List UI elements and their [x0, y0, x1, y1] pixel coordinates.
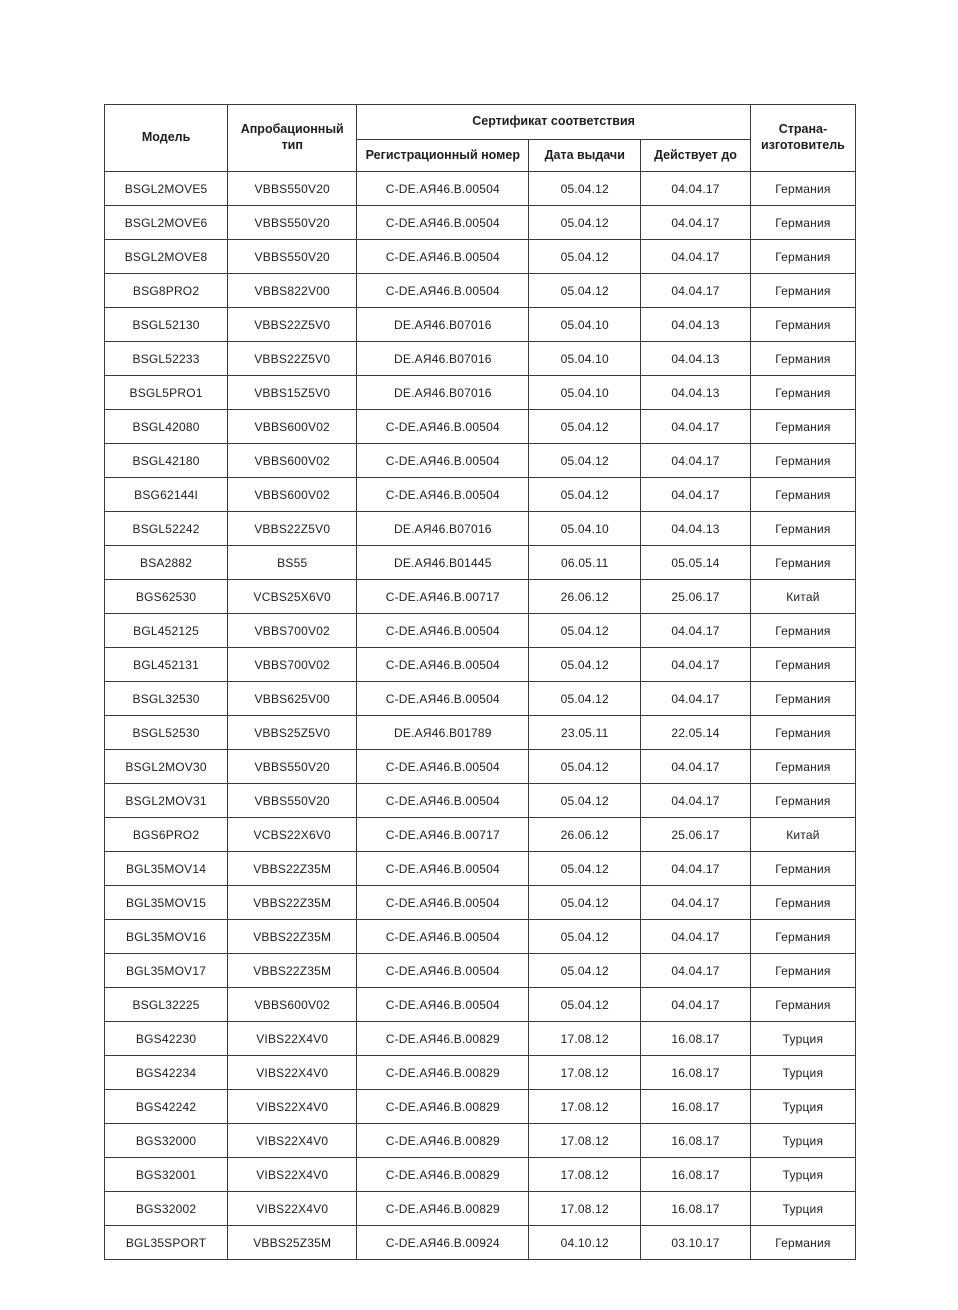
cell-issue-date: 05.04.12 [529, 784, 641, 818]
cell-registration-number: C-DE.АЯ46.B.00717 [357, 580, 529, 614]
cell-country: Китай [750, 580, 855, 614]
table-row [105, 1090, 856, 1124]
cell-valid-until: 04.04.13 [641, 342, 751, 376]
cell-model: BGL452125 [105, 614, 228, 648]
cell-valid-until: 22.05.14 [641, 716, 751, 750]
cell-country: Турция [750, 1090, 855, 1124]
cell-valid-until: 16.08.17 [641, 1090, 751, 1124]
table-row [105, 614, 856, 648]
cell-approbation-type: VBBS22Z5V0 [228, 308, 357, 342]
cell-country: Китай [750, 818, 855, 852]
cell-approbation-type: VBBS25Z35M [228, 1226, 357, 1260]
cell-issue-date: 05.04.12 [529, 954, 641, 988]
cell-approbation-type: VBBS22Z35M [228, 852, 357, 886]
cell-model: BSGL2MOVE5 [105, 172, 228, 206]
cell-registration-number: C-DE.АЯ46.B.00504 [357, 784, 529, 818]
cell-valid-until: 04.04.13 [641, 512, 751, 546]
cell-issue-date: 04.10.12 [529, 1226, 641, 1260]
cell-country: Германия [750, 920, 855, 954]
cell-approbation-type: VBBS600V02 [228, 444, 357, 478]
cell-model: BSGL52130 [105, 308, 228, 342]
table-row [105, 240, 856, 274]
table-row [105, 1192, 856, 1226]
cell-issue-date: 23.05.11 [529, 716, 641, 750]
cell-issue-date: 05.04.12 [529, 478, 641, 512]
cell-approbation-type: VCBS22X6V0 [228, 818, 357, 852]
cell-model: BSGL2MOVE8 [105, 240, 228, 274]
cell-approbation-type: VBBS22Z35M [228, 920, 357, 954]
cell-approbation-type: VIBS22X4V0 [228, 1022, 357, 1056]
cell-issue-date: 05.04.12 [529, 274, 641, 308]
cell-issue-date: 17.08.12 [529, 1158, 641, 1192]
table-row [105, 648, 856, 682]
cell-country: Турция [750, 1022, 855, 1056]
cell-model: BGS6PRO2 [105, 818, 228, 852]
cell-country: Турция [750, 1124, 855, 1158]
cell-country: Германия [750, 750, 855, 784]
cell-valid-until: 04.04.17 [641, 274, 751, 308]
cell-valid-until: 04.04.17 [641, 886, 751, 920]
table-row [105, 852, 856, 886]
cell-valid-until: 04.04.13 [641, 376, 751, 410]
cell-registration-number: C-DE.АЯ46.B.00829 [357, 1022, 529, 1056]
table-row [105, 410, 856, 444]
cell-registration-number: C-DE.АЯ46.B.00504 [357, 988, 529, 1022]
cell-country: Германия [750, 410, 855, 444]
cell-model: BGS32000 [105, 1124, 228, 1158]
cell-valid-until: 25.06.17 [641, 580, 751, 614]
cell-approbation-type: VBBS550V20 [228, 750, 357, 784]
cell-country: Германия [750, 614, 855, 648]
cell-model: BGL35MOV15 [105, 886, 228, 920]
cell-model: BGS32001 [105, 1158, 228, 1192]
cell-model: BGS62530 [105, 580, 228, 614]
cell-approbation-type: VIBS22X4V0 [228, 1056, 357, 1090]
cell-valid-until: 04.04.17 [641, 206, 751, 240]
cell-valid-until: 04.04.17 [641, 240, 751, 274]
table-row [105, 784, 856, 818]
cell-issue-date: 05.04.12 [529, 206, 641, 240]
cell-model: BSG8PRO2 [105, 274, 228, 308]
header-country: Страна-изготовитель [750, 105, 855, 172]
cell-issue-date: 05.04.10 [529, 376, 641, 410]
cell-registration-number: C-DE.АЯ46.B.00504 [357, 614, 529, 648]
cell-registration-number: DE.АЯ46.B07016 [357, 342, 529, 376]
cell-registration-number: C-DE.АЯ46.B.00504 [357, 444, 529, 478]
cell-valid-until: 16.08.17 [641, 1124, 751, 1158]
cell-country: Германия [750, 954, 855, 988]
cell-issue-date: 05.04.12 [529, 240, 641, 274]
cell-country: Германия [750, 308, 855, 342]
header-issue-date: Дата выдачи [529, 140, 641, 172]
cell-issue-date: 05.04.12 [529, 614, 641, 648]
cell-approbation-type: VBBS22Z35M [228, 954, 357, 988]
cell-valid-until: 04.04.17 [641, 444, 751, 478]
cell-valid-until: 16.08.17 [641, 1022, 751, 1056]
cell-model: BSA2882 [105, 546, 228, 580]
cell-registration-number: C-DE.АЯ46.B.00504 [357, 886, 529, 920]
cell-country: Турция [750, 1192, 855, 1226]
cell-model: BGS42230 [105, 1022, 228, 1056]
cell-country: Германия [750, 988, 855, 1022]
table-row [105, 682, 856, 716]
cell-model: BSGL5PRO1 [105, 376, 228, 410]
cell-model: BGS32002 [105, 1192, 228, 1226]
cell-model: BGL35SPORT [105, 1226, 228, 1260]
cell-country: Германия [750, 376, 855, 410]
cell-approbation-type: VIBS22X4V0 [228, 1124, 357, 1158]
cell-approbation-type: VCBS25X6V0 [228, 580, 357, 614]
table-row [105, 818, 856, 852]
cell-valid-until: 04.04.17 [641, 614, 751, 648]
cell-issue-date: 26.06.12 [529, 580, 641, 614]
table-row [105, 716, 856, 750]
cell-approbation-type: VBBS822V00 [228, 274, 357, 308]
cell-issue-date: 05.04.10 [529, 342, 641, 376]
cell-registration-number: C-DE.АЯ46.B.00504 [357, 648, 529, 682]
cell-issue-date: 17.08.12 [529, 1124, 641, 1158]
cell-registration-number: C-DE.АЯ46.B.00504 [357, 410, 529, 444]
cell-model: BSGL32530 [105, 682, 228, 716]
cell-approbation-type: VBBS625V00 [228, 682, 357, 716]
cell-valid-until: 04.04.17 [641, 954, 751, 988]
cell-approbation-type: VBBS15Z5V0 [228, 376, 357, 410]
cell-model: BGL452131 [105, 648, 228, 682]
table-row [105, 886, 856, 920]
cell-issue-date: 17.08.12 [529, 1022, 641, 1056]
header-certificate-group: Сертификат соответствия [357, 105, 751, 140]
cell-model: BSGL2MOV30 [105, 750, 228, 784]
cell-country: Германия [750, 172, 855, 206]
cell-approbation-type: VBBS600V02 [228, 478, 357, 512]
cell-approbation-type: VIBS22X4V0 [228, 1090, 357, 1124]
cell-issue-date: 05.04.12 [529, 988, 641, 1022]
cell-country: Германия [750, 1226, 855, 1260]
table-row [105, 750, 856, 784]
cell-valid-until: 04.04.17 [641, 988, 751, 1022]
cell-registration-number: DE.АЯ46.B07016 [357, 376, 529, 410]
cell-registration-number: C-DE.АЯ46.B.00504 [357, 682, 529, 716]
cell-valid-until: 03.10.17 [641, 1226, 751, 1260]
cell-country: Германия [750, 784, 855, 818]
table-row [105, 512, 856, 546]
cell-valid-until: 04.04.17 [641, 478, 751, 512]
cell-registration-number: C-DE.АЯ46.B.00504 [357, 920, 529, 954]
cell-approbation-type: VBBS550V20 [228, 240, 357, 274]
cell-country: Германия [750, 478, 855, 512]
table-row [105, 1022, 856, 1056]
table-row [105, 954, 856, 988]
cell-country: Германия [750, 274, 855, 308]
cell-approbation-type: VBBS600V02 [228, 410, 357, 444]
header-registration-number: Регистрационный номер [357, 140, 529, 172]
cell-model: BSGL42180 [105, 444, 228, 478]
cell-valid-until: 16.08.17 [641, 1158, 751, 1192]
cell-approbation-type: BS55 [228, 546, 357, 580]
certificates-table [104, 104, 856, 1260]
cell-model: BSGL42080 [105, 410, 228, 444]
cell-model: BSG62144I [105, 478, 228, 512]
cell-registration-number: DE.АЯ46.B07016 [357, 512, 529, 546]
cell-approbation-type: VBBS22Z5V0 [228, 342, 357, 376]
cell-country: Турция [750, 1056, 855, 1090]
cell-issue-date: 06.05.11 [529, 546, 641, 580]
cell-registration-number: C-DE.АЯ46.B.00504 [357, 274, 529, 308]
cell-country: Турция [750, 1158, 855, 1192]
cell-country: Германия [750, 240, 855, 274]
cell-country: Германия [750, 886, 855, 920]
cell-approbation-type: VBBS550V20 [228, 206, 357, 240]
cell-issue-date: 05.04.12 [529, 172, 641, 206]
cell-registration-number: C-DE.АЯ46.B.00829 [357, 1124, 529, 1158]
cell-registration-number: C-DE.АЯ46.B.00504 [357, 478, 529, 512]
cell-model: BSGL52233 [105, 342, 228, 376]
cell-issue-date: 26.06.12 [529, 818, 641, 852]
table-row [105, 274, 856, 308]
header-approbation-type: Апробационный тип [228, 105, 357, 172]
table-row [105, 206, 856, 240]
cell-approbation-type: VBBS25Z5V0 [228, 716, 357, 750]
cell-model: BSGL32225 [105, 988, 228, 1022]
cell-approbation-type: VBBS700V02 [228, 648, 357, 682]
cell-registration-number: C-DE.АЯ46.B.00504 [357, 852, 529, 886]
cell-valid-until: 16.08.17 [641, 1192, 751, 1226]
table-body [105, 172, 856, 1260]
cell-issue-date: 05.04.10 [529, 308, 641, 342]
table-row [105, 308, 856, 342]
cell-valid-until: 16.08.17 [641, 1056, 751, 1090]
cell-issue-date: 17.08.12 [529, 1056, 641, 1090]
cell-approbation-type: VBBS600V02 [228, 988, 357, 1022]
cell-issue-date: 05.04.12 [529, 886, 641, 920]
cell-issue-date: 05.04.12 [529, 920, 641, 954]
cell-registration-number: C-DE.АЯ46.B.00829 [357, 1090, 529, 1124]
table-row [105, 444, 856, 478]
cell-approbation-type: VIBS22X4V0 [228, 1192, 357, 1226]
cell-registration-number: DE.АЯ46.B07016 [357, 308, 529, 342]
cell-issue-date: 05.04.12 [529, 410, 641, 444]
cell-registration-number: C-DE.АЯ46.B.00504 [357, 750, 529, 784]
cell-valid-until: 04.04.17 [641, 410, 751, 444]
cell-country: Германия [750, 206, 855, 240]
table-row [105, 920, 856, 954]
cell-registration-number: C-DE.АЯ46.B.00504 [357, 206, 529, 240]
cell-issue-date: 05.04.12 [529, 852, 641, 886]
table-row [105, 376, 856, 410]
cell-approbation-type: VIBS22X4V0 [228, 1158, 357, 1192]
header-model: Модель [105, 105, 228, 172]
cell-valid-until: 05.05.14 [641, 546, 751, 580]
cell-issue-date: 17.08.12 [529, 1090, 641, 1124]
cell-valid-until: 04.04.13 [641, 308, 751, 342]
cell-country: Германия [750, 546, 855, 580]
cell-model: BSGL2MOVE6 [105, 206, 228, 240]
cell-approbation-type: VBBS22Z35M [228, 886, 357, 920]
cell-approbation-type: VBBS700V02 [228, 614, 357, 648]
table-row [105, 546, 856, 580]
cell-model: BGL35MOV17 [105, 954, 228, 988]
cell-model: BGS42234 [105, 1056, 228, 1090]
cell-issue-date: 05.04.12 [529, 682, 641, 716]
cell-valid-until: 04.04.17 [641, 784, 751, 818]
cell-registration-number: C-DE.АЯ46.B.00504 [357, 172, 529, 206]
table-row [105, 1124, 856, 1158]
cell-country: Германия [750, 444, 855, 478]
cell-country: Германия [750, 342, 855, 376]
cell-valid-until: 04.04.17 [641, 172, 751, 206]
cell-registration-number: DE.АЯ46.B01445 [357, 546, 529, 580]
cell-approbation-type: VBBS550V20 [228, 784, 357, 818]
cell-model: BGL35MOV16 [105, 920, 228, 954]
cell-valid-until: 04.04.17 [641, 682, 751, 716]
cell-registration-number: C-DE.АЯ46.B.00829 [357, 1056, 529, 1090]
table-row [105, 1056, 856, 1090]
cell-model: BSGL2MOV31 [105, 784, 228, 818]
table-header [105, 105, 856, 172]
cell-country: Германия [750, 682, 855, 716]
cell-model: BGS42242 [105, 1090, 228, 1124]
cell-country: Германия [750, 852, 855, 886]
cell-registration-number: C-DE.АЯ46.B.00829 [357, 1192, 529, 1226]
table-row [105, 342, 856, 376]
table-row [105, 1158, 856, 1192]
cell-issue-date: 05.04.10 [529, 512, 641, 546]
cell-approbation-type: VBBS22Z5V0 [228, 512, 357, 546]
cell-registration-number: C-DE.АЯ46.B.00717 [357, 818, 529, 852]
header-valid-until: Действует до [641, 140, 751, 172]
cell-model: BSGL52242 [105, 512, 228, 546]
cell-registration-number: C-DE.АЯ46.B.00504 [357, 954, 529, 988]
cell-valid-until: 04.04.17 [641, 648, 751, 682]
cell-country: Германия [750, 512, 855, 546]
cell-registration-number: DE.АЯ46.B01789 [357, 716, 529, 750]
cell-valid-until: 04.04.17 [641, 920, 751, 954]
cell-approbation-type: VBBS550V20 [228, 172, 357, 206]
cell-model: BGL35MOV14 [105, 852, 228, 886]
cell-issue-date: 17.08.12 [529, 1192, 641, 1226]
cell-registration-number: C-DE.АЯ46.B.00924 [357, 1226, 529, 1260]
table-row [105, 172, 856, 206]
cell-valid-until: 04.04.17 [641, 750, 751, 784]
cell-issue-date: 05.04.12 [529, 648, 641, 682]
cell-registration-number: C-DE.АЯ46.B.00504 [357, 240, 529, 274]
cell-registration-number: C-DE.АЯ46.B.00829 [357, 1158, 529, 1192]
cell-model: BSGL52530 [105, 716, 228, 750]
cell-issue-date: 05.04.12 [529, 750, 641, 784]
cell-country: Германия [750, 648, 855, 682]
cell-valid-until: 25.06.17 [641, 818, 751, 852]
table-row [105, 478, 856, 512]
cell-issue-date: 05.04.12 [529, 444, 641, 478]
table-row [105, 988, 856, 1022]
cell-country: Германия [750, 716, 855, 750]
table-row [105, 580, 856, 614]
cell-valid-until: 04.04.17 [641, 852, 751, 886]
table-row [105, 1226, 856, 1260]
